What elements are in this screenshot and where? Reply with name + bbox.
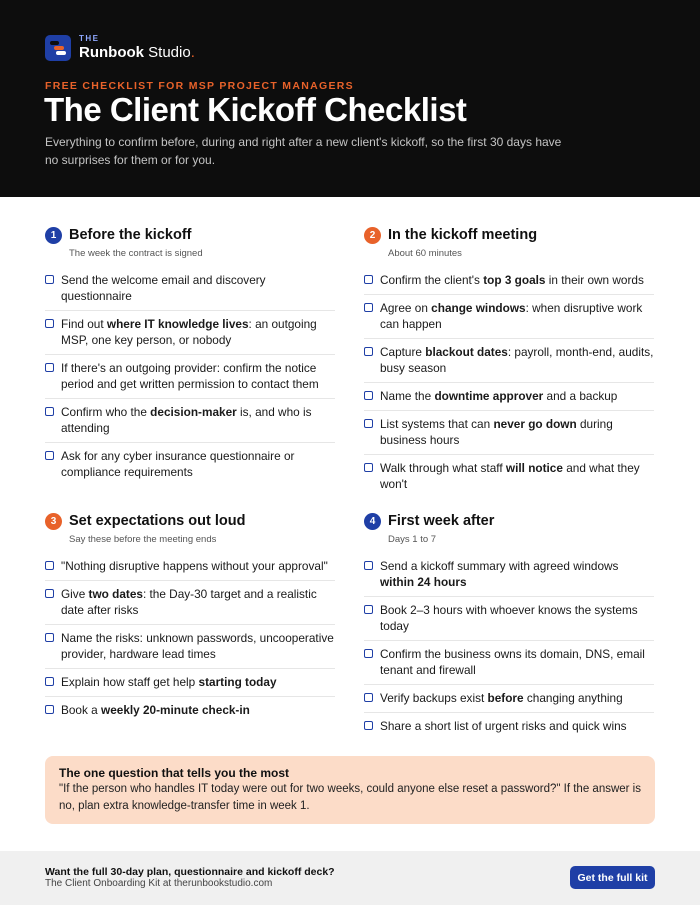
item-text-segment: Name the risks: unknown passwords, uncooperative provider, hardware lead times	[61, 631, 334, 661]
checklist-item-text	[61, 702, 250, 718]
checklist-item[interactable]	[364, 597, 654, 641]
eyebrow-label: FREE CHECKLIST FOR MSP PROJECT MANAGERS	[45, 80, 354, 92]
item-text-segment: changing anything	[523, 691, 623, 705]
brand-name-rest: Studio	[144, 44, 191, 61]
checklist-item-text	[61, 448, 335, 480]
item-text-segment: Book 2–3 hours with whoever knows the systems today	[380, 603, 638, 633]
checkbox-icon[interactable]	[364, 303, 373, 312]
section-header	[45, 511, 335, 531]
checklist-item-text	[61, 674, 277, 690]
runbook-logo-icon	[45, 35, 71, 61]
checklist-item[interactable]	[45, 669, 335, 697]
callout-title: The one question that tells you the most	[59, 766, 290, 780]
brand-name-bold: Runbook	[79, 44, 144, 61]
checkbox-icon[interactable]	[45, 363, 54, 372]
checklist-item[interactable]	[45, 267, 335, 311]
checklist-item-text	[380, 602, 654, 634]
emphasis-text: downtime approver	[434, 389, 544, 403]
item-text-segment: Send a kickoff summary with agreed windows	[380, 559, 619, 573]
checkbox-icon[interactable]	[45, 275, 54, 284]
checklist-item[interactable]	[45, 443, 335, 486]
checkbox-icon[interactable]	[45, 633, 54, 642]
item-text-segment: Name the	[380, 389, 435, 403]
checklist-item[interactable]	[45, 697, 335, 724]
item-text-segment: Agree on	[380, 301, 432, 315]
checklist-item-text	[380, 718, 627, 734]
checkbox-icon[interactable]	[45, 561, 54, 570]
section-kickoff-meeting	[364, 225, 654, 498]
checklist-item[interactable]	[45, 625, 335, 669]
item-text-segment: : when disruptive work can happen	[380, 301, 643, 331]
checklist-item[interactable]	[364, 713, 654, 740]
item-text-segment: Ask for any cyber insurance questionnaire or compliance requirements	[61, 449, 295, 479]
get-full-kit-button[interactable]: Get the full kit	[570, 866, 655, 889]
emphasis-text: will notice	[505, 461, 563, 475]
footer	[0, 851, 700, 905]
checklist-item[interactable]	[45, 399, 335, 443]
checkbox-icon[interactable]	[364, 649, 373, 658]
item-text-segment: during business hours	[380, 417, 613, 447]
emphasis-text: where IT knowledge lives	[106, 317, 249, 331]
emphasis-text: before	[487, 691, 524, 705]
checkbox-icon[interactable]	[364, 391, 373, 400]
checkbox-icon[interactable]	[45, 705, 54, 714]
checklist-item-text	[61, 272, 335, 304]
checkbox-icon[interactable]	[364, 275, 373, 284]
emphasis-text: blackout dates	[425, 345, 508, 359]
section-header	[364, 511, 654, 531]
checklist-item-text	[61, 404, 335, 436]
page-title: The Client Kickoff Checklist	[44, 91, 467, 128]
checklist-item-text	[61, 558, 328, 574]
section-subtitle: About 60 minutes	[388, 248, 462, 259]
section-title: Set expectations out loud	[69, 513, 246, 529]
item-text-segment: Confirm the client's	[380, 273, 484, 287]
section-number-badge: 1	[45, 227, 62, 244]
checklist-item[interactable]	[364, 455, 654, 498]
checklist-item[interactable]	[364, 685, 654, 713]
checklist-item[interactable]	[364, 411, 654, 455]
checklist-item[interactable]	[45, 553, 335, 581]
item-text-segment: Capture	[380, 345, 426, 359]
checklist-item-text	[61, 586, 335, 618]
section-number-badge: 4	[364, 513, 381, 530]
item-text-segment: Confirm who the	[61, 405, 151, 419]
checklist-item[interactable]	[364, 295, 654, 339]
checkbox-icon[interactable]	[45, 319, 54, 328]
section-subtitle: Say these before the meeting ends	[69, 534, 217, 545]
section-title: In the kickoff meeting	[388, 227, 538, 243]
section-number-badge: 2	[364, 227, 381, 244]
checkbox-icon[interactable]	[45, 451, 54, 460]
checklist-item-text	[61, 360, 335, 392]
key-question-callout	[45, 756, 655, 824]
item-text-segment: Book a	[61, 703, 102, 717]
checklist-item-text	[380, 388, 617, 404]
checkbox-icon[interactable]	[45, 677, 54, 686]
emphasis-text: two dates	[88, 587, 143, 601]
checklist-item[interactable]	[364, 339, 654, 383]
checkbox-icon[interactable]	[364, 721, 373, 730]
item-text-segment: Find out	[61, 317, 107, 331]
checkbox-icon[interactable]	[45, 407, 54, 416]
checkbox-icon[interactable]	[364, 419, 373, 428]
emphasis-text: decision-maker	[150, 405, 237, 419]
checkbox-icon[interactable]	[364, 463, 373, 472]
checklist-item-text	[380, 690, 623, 706]
emphasis-text: within 24 hours	[380, 575, 467, 589]
item-text-segment: is, and who is attending	[61, 405, 312, 435]
footer-link-text[interactable]: The Client Onboarding Kit at therunbookstudio.com	[45, 878, 273, 889]
brand-prefix: THE	[79, 34, 100, 43]
item-text-segment: and a backup	[543, 389, 618, 403]
item-text-segment: Give	[61, 587, 89, 601]
section-number-badge: 3	[45, 513, 62, 530]
checklist	[364, 267, 654, 498]
checklist-item[interactable]	[45, 311, 335, 355]
checklist-item-text	[380, 300, 654, 332]
item-text-segment: List systems that can	[380, 417, 494, 431]
item-text-segment: Share a short list of urgent risks and quick wins	[380, 719, 627, 733]
section-set-expectations	[45, 511, 335, 724]
checklist-item-text	[380, 646, 654, 678]
emphasis-text: top 3 goals	[483, 273, 546, 287]
footer-question: Want the full 30-day plan, questionnaire and kickoff deck?	[45, 866, 335, 878]
checklist	[364, 553, 654, 740]
section-subtitle: The week the contract is signed	[69, 248, 203, 259]
checkbox-icon[interactable]	[364, 347, 373, 356]
section-title: Before the kickoff	[69, 227, 192, 243]
item-text-segment: Explain how staff get help	[61, 675, 199, 689]
checklist-item[interactable]	[364, 641, 654, 685]
section-header	[364, 225, 654, 245]
checkbox-icon[interactable]	[45, 589, 54, 598]
section-subtitle: Days 1 to 7	[388, 534, 437, 545]
emphasis-text: change windows	[431, 301, 526, 315]
item-text-segment: Verify backups exist	[380, 691, 488, 705]
item-text-segment: : an outgoing MSP, one key person, or nobody	[61, 317, 317, 347]
checkbox-icon[interactable]	[364, 693, 373, 702]
emphasis-text: starting today	[198, 675, 277, 689]
section-before-kickoff	[45, 225, 335, 486]
checklist-item-text	[380, 558, 654, 590]
item-text-segment: in their own words	[545, 273, 644, 287]
checklist-item-text	[380, 272, 644, 288]
item-text-segment: "Nothing disruptive happens without your approval"	[61, 559, 328, 573]
section-title: First week after	[388, 513, 495, 529]
item-text-segment: Walk through what staff	[380, 461, 506, 475]
brand-dot: .	[190, 44, 195, 61]
checklist-item-text	[61, 630, 335, 662]
callout-body: "If the person who handles IT today were out for two weeks, could anyone else reset a password?" If the answer is no, plan extra knowledge-transfer time in week 1.	[59, 783, 641, 812]
item-text-segment: : the Day-30 target and a realistic date after risks	[61, 587, 317, 617]
checklist	[45, 267, 335, 486]
item-text-segment: and what they won't	[380, 461, 640, 491]
brand-logo[interactable]	[45, 35, 195, 61]
checklist-item-text	[380, 344, 654, 376]
item-text-segment: : payroll, month-end, audits, busy season	[380, 345, 654, 375]
item-text-segment: Confirm the business owns its domain, DNS, email tenant and firewall	[380, 647, 645, 677]
item-text-segment: Send the welcome email and discovery questionnaire	[61, 273, 266, 303]
checkbox-icon[interactable]	[364, 561, 373, 570]
checklist-item[interactable]	[45, 581, 335, 625]
checkbox-icon[interactable]	[364, 605, 373, 614]
page-subtitle: Everything to confirm before, during and right after a new client's kickoff, so the first 30 days have no surprises for them or for you.	[45, 135, 562, 167]
checklist-item[interactable]	[364, 383, 654, 411]
checklist-item-text	[380, 460, 654, 492]
header-banner	[0, 0, 700, 197]
checklist-item-text	[380, 416, 654, 448]
checklist	[45, 553, 335, 724]
item-text-segment: If there's an outgoing provider: confirm the notice period and get written permission to contact them	[61, 361, 319, 391]
emphasis-text: never go down	[493, 417, 577, 431]
checklist-item[interactable]	[364, 553, 654, 597]
section-header	[45, 225, 335, 245]
checklist-item[interactable]	[364, 267, 654, 295]
checklist-item[interactable]	[45, 355, 335, 399]
checklist-item-text	[61, 316, 335, 348]
emphasis-text: weekly 20-minute check-in	[101, 703, 250, 717]
section-first-week	[364, 511, 654, 740]
